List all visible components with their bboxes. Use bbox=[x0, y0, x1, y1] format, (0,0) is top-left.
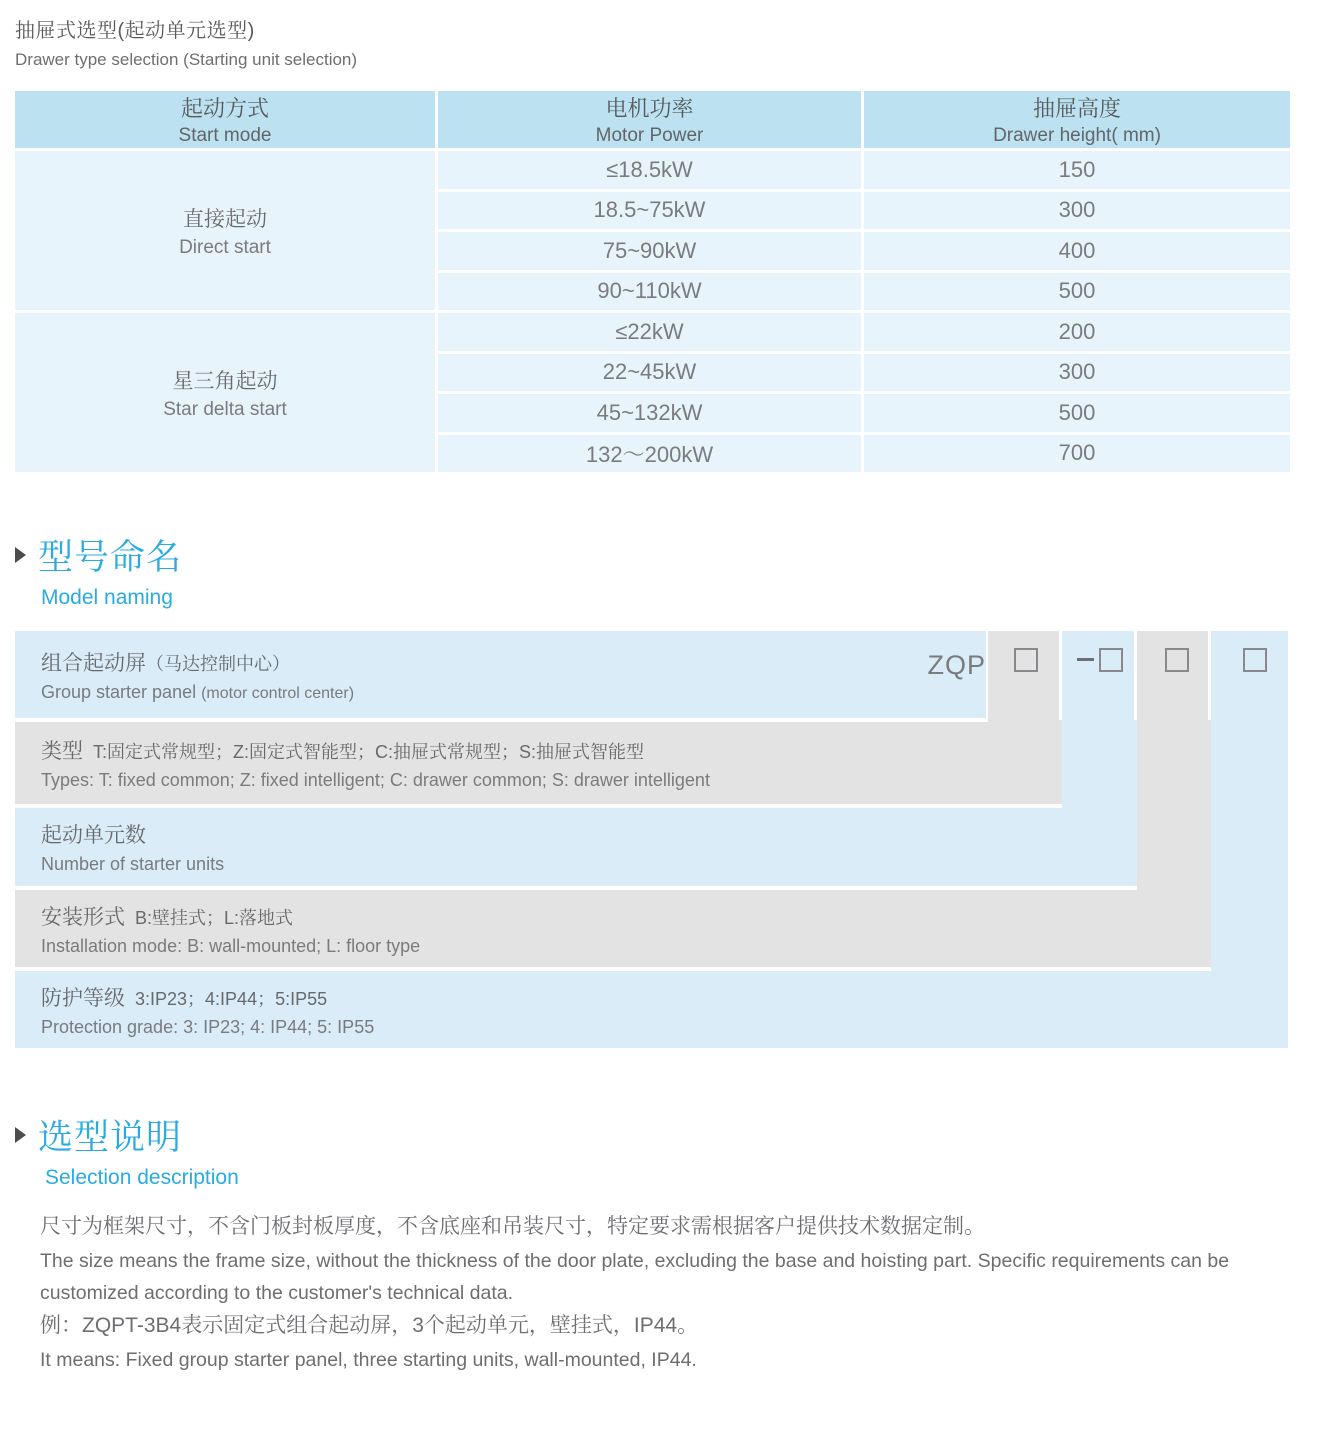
strip-separator bbox=[1059, 631, 1062, 720]
power-cell: 132～200kW bbox=[438, 435, 861, 473]
mode-en: Direct start bbox=[179, 236, 271, 258]
height-cell: 200 bbox=[864, 313, 1290, 351]
power-cell: ≤22kW bbox=[438, 313, 861, 351]
height-cell: 400 bbox=[864, 232, 1290, 270]
header-cn: 抽屉高度 bbox=[1032, 96, 1121, 121]
diagram-row-starter-units bbox=[15, 808, 1137, 886]
row-text-cn bbox=[41, 982, 1288, 1012]
height-cell: 300 bbox=[864, 354, 1290, 392]
diagram-row-protection-grade bbox=[15, 971, 1288, 1048]
power-cell: 75~90kW bbox=[438, 232, 861, 270]
mode-cell-direct-start bbox=[15, 151, 435, 310]
row-text-en: Installation mode: B: wall-mounted; L: floor type bbox=[41, 935, 421, 956]
row-label-cn: 起动单元数 bbox=[41, 824, 146, 847]
power-cell: 18.5~75kW bbox=[438, 192, 861, 230]
code-box-installation bbox=[1165, 648, 1189, 672]
example-cn: 例：ZQPT-3B4表示固定式组合起动屏，3个起动单元，壁挂式，IP44。 bbox=[40, 1314, 699, 1337]
row-text-en: Number of starter units bbox=[41, 854, 225, 874]
section-title-cn: 型号命名 bbox=[38, 538, 183, 577]
row-text-en bbox=[41, 682, 986, 703]
row-text-cn bbox=[41, 819, 1137, 849]
table-header-drawer-height bbox=[864, 91, 1290, 148]
code-box-units bbox=[1099, 648, 1123, 672]
header-en: Start mode bbox=[178, 125, 272, 146]
diagram-column-type bbox=[988, 631, 1062, 726]
height-cell: 500 bbox=[864, 273, 1290, 311]
strip-separator bbox=[1208, 631, 1211, 720]
mode-cell-star-delta-start bbox=[15, 313, 435, 472]
row-detail-cn: B:壁挂式；L:落地式 bbox=[135, 907, 294, 928]
row-label-cn: 类型 bbox=[41, 740, 83, 763]
power-cell: 22~45kW bbox=[438, 354, 861, 392]
row-label-cn: 防护等级 bbox=[41, 986, 125, 1010]
selection-description-body bbox=[40, 1210, 1290, 1376]
strip-separator bbox=[1134, 631, 1137, 720]
section-model-naming bbox=[15, 530, 1290, 610]
mode-cn: 星三角起动 bbox=[172, 369, 278, 393]
diagram-row-types bbox=[15, 722, 1062, 804]
section-title-cn: 选型说明 bbox=[38, 1118, 183, 1157]
model-naming-diagram bbox=[15, 631, 1290, 1048]
row-text-cn bbox=[41, 901, 1211, 931]
dash-connector bbox=[1077, 658, 1094, 661]
row-label-cn: 安装形式 bbox=[41, 905, 125, 929]
header-en: Drawer height( mm) bbox=[993, 125, 1161, 146]
description-cn: 尺寸为框架尺寸，不含门板封板厚度，不含底座和吊装尺寸，特定要求需根据客户提供技术数据定制。 bbox=[40, 1215, 985, 1238]
row-text-en: Types: T: fixed common; Z: fixed intelligent; C: drawer common; S: drawer intelligent bbox=[41, 770, 710, 790]
diagram-column-protection bbox=[1211, 631, 1288, 1048]
table-header-start-mode bbox=[15, 91, 435, 148]
row-text-cn bbox=[41, 647, 986, 677]
model-code-prefix: ZQP bbox=[927, 650, 986, 680]
diagram-row-group-starter-panel bbox=[15, 631, 986, 718]
row-text-en-sub: (motor control center) bbox=[201, 684, 355, 702]
mode-cn: 直接起动 bbox=[183, 207, 267, 231]
triangle-marker-icon bbox=[15, 547, 26, 563]
row-text-cn-sub: （马达控制中心） bbox=[146, 653, 290, 674]
row-detail-cn: T:固定式常规型；Z:固定式智能型；C:抽屉式常规型；S:抽屉式智能型 bbox=[93, 742, 645, 762]
section-title-en: Model naming bbox=[41, 586, 173, 609]
power-cell: ≤18.5kW bbox=[438, 151, 861, 189]
row-text-cn-main: 组合起动屏 bbox=[41, 651, 146, 675]
height-cell: 300 bbox=[864, 192, 1290, 230]
section-selection-description bbox=[15, 1110, 1290, 1190]
page-title-cn: 抽屉式选型(起动单元选型) bbox=[15, 20, 255, 42]
table-header-motor-power bbox=[438, 91, 861, 148]
triangle-marker-icon bbox=[15, 1127, 26, 1143]
header-cn: 电机功率 bbox=[605, 96, 694, 121]
code-box-protection bbox=[1243, 648, 1267, 672]
page-title-en: Drawer type selection (Starting unit selection) bbox=[15, 50, 358, 69]
height-cell: 700 bbox=[864, 435, 1290, 473]
power-cell: 45~132kW bbox=[438, 394, 861, 432]
mode-en: Star delta start bbox=[163, 398, 287, 420]
power-cell: 90~110kW bbox=[438, 273, 861, 311]
example-en: It means: Fixed group starter panel, three starting units, wall-mounted, IP44. bbox=[40, 1349, 697, 1371]
height-cell: 500 bbox=[864, 394, 1290, 432]
row-text-en-main: Group starter panel bbox=[41, 681, 202, 702]
description-en: The size means the frame size, without the thickness of the door plate, excluding the base and hoisting part. Specific requirements can be customized according to the customer's technical data. bbox=[40, 1250, 1230, 1304]
row-detail-cn: 3:IP23；4:IP44；5:IP55 bbox=[135, 988, 328, 1009]
header-en: Motor Power bbox=[595, 125, 704, 146]
row-text-en: Protection grade: 3: IP23; 4: IP44; 5: IP55 bbox=[41, 1016, 375, 1037]
row-text-cn bbox=[41, 735, 1062, 765]
code-box-type bbox=[1014, 648, 1038, 672]
height-cell: 150 bbox=[864, 151, 1290, 189]
diagram-row-installation-mode bbox=[15, 890, 1211, 967]
header-cn: 起动方式 bbox=[180, 96, 269, 121]
drawer-selection-table bbox=[15, 91, 1290, 472]
section-title-en: Selection description bbox=[45, 1166, 239, 1189]
